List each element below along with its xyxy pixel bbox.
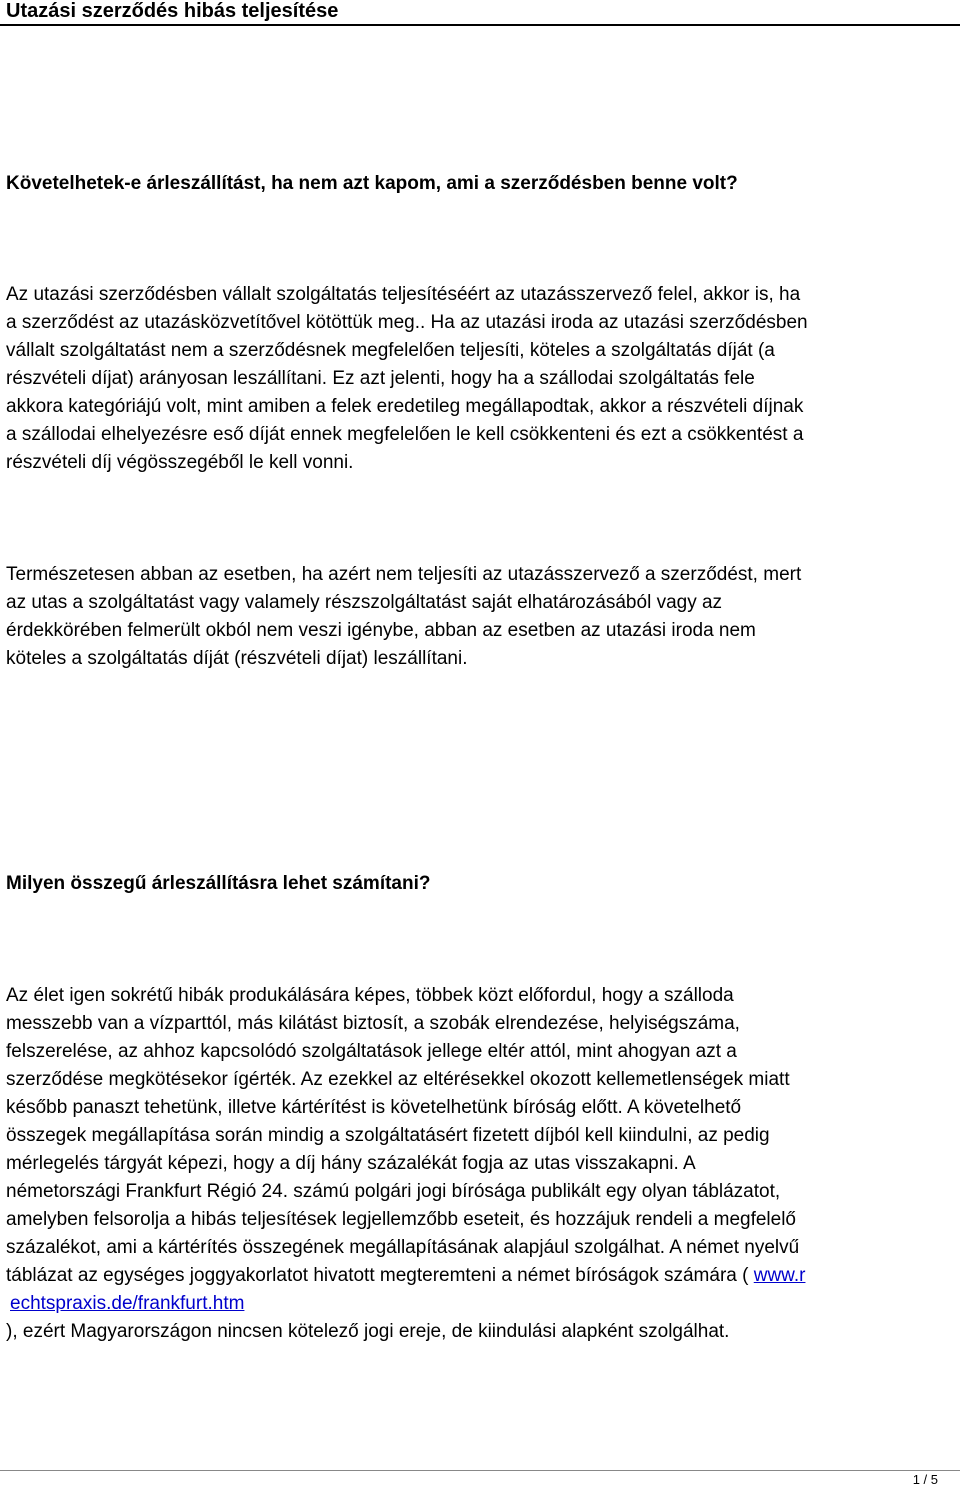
- text-line: részvételi díj végösszegéből le kell vonni.: [6, 452, 354, 473]
- text-line: ), ezért Magyarországon nincsen kötelező jogi ereje, de kiindulási alapként szolgálhat.: [6, 1321, 730, 1342]
- link-line-prefix: táblázat az egységes joggyakorlatot hivatott megteremteni a német bíróságok számára (: [6, 1265, 754, 1286]
- text-line: Az élet igen sokrétű hibák produkálására képes, többek közt előfordul, hogy a szálloda: [6, 985, 734, 1006]
- text-line: a szállodai elhelyezésre eső díját ennek megfelelően le kell csökkenteni és ezt a csökkentést a: [6, 424, 804, 445]
- page-number: 1 / 5: [912, 1472, 938, 1487]
- text-line: mérlegelés tárgyát képezi, hogy a díj hány százalékát fogja az utas visszakapni. A: [6, 1153, 696, 1174]
- footer-divider: [0, 1470, 960, 1471]
- text-line: a szerződést az utazásközvetítővel kötöttük meg.. Ha az utazási iroda az utazási szerződésben: [6, 312, 808, 333]
- page-header: [0, 0, 960, 28]
- text-line: köteles a szolgáltatás díját (részvételi díjat) leszállítani.: [6, 648, 468, 669]
- text-line: felszerelése, az ahhoz kapcsolódó szolgáltatások jellege eltér attól, mint ahogyan azt a: [6, 1041, 737, 1062]
- text-line: Természetesen abban az esetben, ha azért nem teljesíti az utazásszervező a szerződést, mert: [6, 564, 802, 585]
- paragraph-frankfurt-table: [6, 982, 952, 1346]
- text-line: vállalt szolgáltatást nem a szerződésnek megfelelően teljesíti, köteles a szolgáltatás díját (a: [6, 340, 775, 361]
- text-line: szerződése megkötésekor ígérték. Az ezekkel az eltérésekkel okozott kellemetlenségek miatt: [6, 1069, 790, 1090]
- text-line-link-continued: [6, 1290, 952, 1318]
- text-line-with-link: [6, 1262, 952, 1290]
- document-title: Utazási szerződés hibás teljesítése: [6, 0, 339, 22]
- text-line: messzebb van a vízparttól, más kilátást biztosít, a szobák elrendezése, helyiségszáma,: [6, 1013, 740, 1034]
- text-line: érdekkörében felmerült okból nem veszi igénybe, abban az esetben az utazási iroda nem: [6, 620, 756, 641]
- header-divider: [0, 24, 960, 26]
- text-line: az utas a szolgáltatást vagy valamely részszolgáltatást saját elhatározásából vagy az: [6, 592, 723, 613]
- rechtspraxis-link-start[interactable]: www.r: [753, 1265, 806, 1286]
- text-line: németországi Frankfurt Régió 24. számú polgári jogi bírósága publikált egy olyan táblázatot,: [6, 1181, 781, 1202]
- text-line: Az utazási szerződésben vállalt szolgáltatás teljesítéséért az utazásszervező felel, akkor is, ha: [6, 284, 801, 305]
- text-line: részvételi díjat) arányosan leszállítani. Ez azt jelenti, hogy ha a szállodai szolgáltatás fele: [6, 368, 755, 389]
- section-heading-complaint: Követelhetek-e árleszállítást, ha nem azt kapom, ami a szerződésben benne volt?: [6, 173, 738, 194]
- text-line: amelyben felsorolja a hibás teljesítések legjellemzőbb eseteit, és hozzájuk rendeli a megfelelő: [6, 1209, 797, 1230]
- paragraph-liability: [6, 281, 952, 477]
- section-heading-amount: Milyen összegű árleszállításra lehet számítani?: [6, 873, 431, 894]
- text-line: később panaszt tehetünk, illetve kártérítést is követelhetünk bíróság előtt. A követelhető: [6, 1097, 742, 1118]
- text-line: százalékot, ami a kártérítés összegének megállapításának alapjául szolgálhat. A német nyelvű: [6, 1237, 800, 1258]
- paragraph-exception: [6, 561, 952, 673]
- rechtspraxis-link-end[interactable]: echtspraxis.de/frankfurt.htm: [10, 1293, 245, 1314]
- text-line: akkora kategóriájú volt, mint amiben a felek eredetileg megállapodtak, akkor a részvételi díjnak: [6, 396, 804, 417]
- text-line: összegek megállapítása során mindig a szolgáltatásért fizetett díjból kell kiindulni, az pedig: [6, 1125, 770, 1146]
